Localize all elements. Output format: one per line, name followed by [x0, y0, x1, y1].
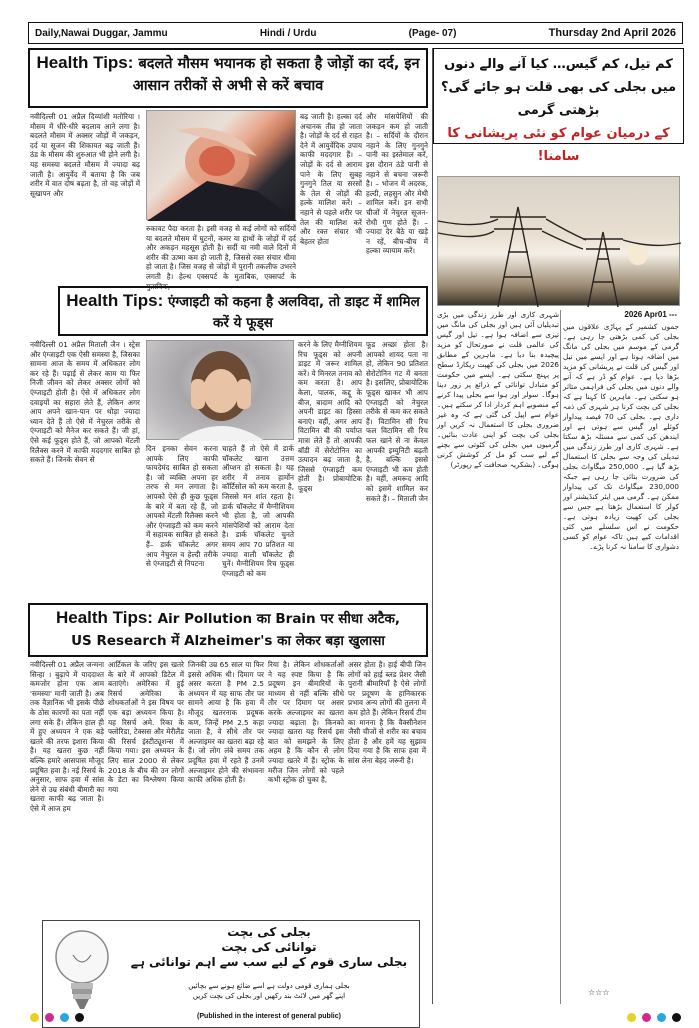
urdu-section: [432, 48, 683, 1004]
magenta-swatch: [642, 1013, 651, 1022]
urdu-column-rule: [560, 310, 561, 1004]
registration-marks-right: [625, 1013, 683, 1022]
article2-col1: नवीदिल्ली 01 अप्रैल मिताली जैन । स्ट्रेस और एंग्जाइटी एक ऐसी समस्या है, जिसका सामना आज के समय में अधिकतर लोग कर रहे हैं। पढ़ाई से लेकर काम या फिर निजी जीवन को लेकर अक्सर लोगों को एंग्जाइटी होती है। ऐसे में अधिकतर लोग दवाइयों का सहारा लेते हैं, लेकिन अगर आप अपने खान-पान पर थोड़ा ज्यादा ध्यान देते हैं तो ऐसे में नेचुरल तरीके से एंग्जाइटी को मैनेज कर सकते हैं। जी हां, ऐसे कई फूड्स होते हैं, जो आपको मेंटली रिलैक्स करने में काफी मददगार साबित हो सकते हैं। जिनके सेवन से: [30, 340, 140, 465]
urdu-headline-line2: میں بجلی کی بھی قلت ہو جائے گی؟ بڑھتی گرمی: [440, 80, 677, 118]
cyan-swatch: [60, 1013, 69, 1022]
cyan-swatch: [657, 1013, 666, 1022]
article1-headline[interactable]: [28, 48, 428, 108]
article1-col4: और मांसपेशियों की जकड़न कम हो जाती है। – सर्दियों के दौरान नहाने के लिए गुनगुने पानी का इस्तेमाल करें, इस दौरान ठंडे पानी से नहाने से बचना जरूरी है। – भोजन में अदरक, हल्दी, लहसुन और मेथी शामिल करें। इन सभी चीजों में नेचुरल सूजन-रोधी गुण होते हैं। – ज्यादा देर बैठे या खड़े न रहें, बीच-बीच में हल्का व्यायाम करें।: [366, 112, 428, 256]
article3-tag: Health Tips:: [55, 608, 153, 627]
ad-line2: توانائی کی بچت: [221, 940, 317, 954]
urdu-stars: ☆☆☆: [588, 988, 610, 997]
paper-name: Daily,Nawai Duggar, Jammu: [35, 27, 168, 39]
urdu-col-right: جموں کشمیر کے پہاڑی علاقوں میں بجلی کی کمی بڑھتی جا رہی ہے۔ گرمی کے موسم میں بجلی کی مانگ میں اضافہ ہوتا ہے اور ایسے میں تیل اور گیس کی قلت نے پریشانی کو مزید بڑھا دیا ہے۔ عوام کو ڈر ہے کہ آنے والے دنوں میں بجلی کی فراہمی متاثر ہو سکتی ہے۔ ماہرین کا کہنا ہے کہ بجلی کی بچت کرنا ہر شہری کی ذمہ داری ہے۔ بجلی کی 70 فیصد پیداوار کوئلے اور گیس سے ہوتی ہے اور ایندھن کی کمی سے مسئلہ بڑھ سکتا ہے۔ شہری کاری اور طرز زندگی میں تبدیلی کی وجہ سے بجلی کا استعمال بڑھ گیا ہے۔ 250,000 میگاواٹ بجلی کی ضرورت بتائی جا رہی ہے جبکہ 230,000 میگاواٹ تک کی پیداوار ممکن ہے۔ گرمی میں ایئر کنڈیشنر اور کولر کا استعمال بڑھتا ہے جس سے بجلی کی کھپت زیادہ ہوتی ہے۔ حکومت نے اس سلسلے میں کئی اقدامات کیے ہیں تاکہ عوام کو کسی دشواری کا سامنا نہ کرنا پڑے۔: [563, 322, 680, 551]
article2-col4: करने के लिए मैग्नीशियम रिच फूड्स को अपनी डाइट में जरूर शामिल करें। ये मिनरल तनाव को कम करता है। आप केला, पालक, कद्दू के बीज, बादाम आदि को अपनी डाइट का हिस्सा बनाएं। वहीं, अगर आप विटामिन बी की पर्याप्त मात्रा लेते हैं तो आपकी बॉडी में सेरोटोनिन का उत्पादन बढ़ जाता है, जिससे एंग्जाइटी कम होती है। प्रोबायोटिक फूड्स: [298, 340, 362, 493]
urdu-headline-line3: کے درمیان عوام کو نئی پریشانی کا سامنا!: [447, 126, 670, 164]
article3-col3: जिनकी उम्र 65 साल या फिर इससे अधिक थी। दिमाग पर असर करता है PM 2.5 अध्ययन में यह साफ तौर पर सामने आया है कि हवा में मौजूद खतरनाक प्रदूषक कण, जिन्हें PM 2.5 कहा जाता है, वे सीधे तौर पर अल्जाइमर का खतरा बढ़ा रहे हैं। जो लोग लंबे समय तक प्रदूषित हवा में रहते हैं उनमें अल्जाइमर होने की संभावना काफी अधिक होती है।: [188, 660, 264, 785]
lightbulb-icon: [47, 925, 117, 1023]
article2-col5: फूड अच्छा होता है। आपको शायद पता ना हो, लेकिन 90 प्रतिशत सेरोटोनिन गट में बनता है। इसलिए, प्रोबायोटिक फूड्स खाकर भी आप एंग्जाइटी को नेचुरल तरीके से कम कर सकते हैं। विटामिन सी रिच फल विटामिन सी रिच फल खाने से ना केवल आपकी इम्युनिटी बढ़ती है, बल्कि इससे एंग्जाइटी भी कम होती है। वहीं, अमरूद आदि को इसमें शामिल कर सकते हैं। – मिताली जैन: [366, 340, 428, 503]
article1-col2: [146, 224, 296, 291]
ad-heading: [123, 925, 415, 970]
newspaper-page: [28, 22, 683, 1020]
ad-line4: بجلی ہماری قومی دولت ہے اسے ضائع ہونے سے بچائیں: [188, 982, 350, 990]
anxious-woman-photo: [146, 340, 294, 440]
knee-pain-illustration: [147, 111, 297, 221]
article3-col2: आर्टिकल के जरिए इस खतरे के बारे में आपको डिटेल में बताएंगे। अमेरिका में हुई रिसर्च अमेरिका के शोधकर्ताओं ने इस विषय पर एक बड़ा अध्ययन किया है। यह रिसर्च अमे. रिका के फ्लोरिडा, टेक्सस और मेरीलैंड की रिसर्च इंस्टीट्यूशन्स में किया गया। इस अध्ययन के लिए साल 2000 से लेकर 2018 के बीच की उन लोगों के डेटा का विश्लेषण किया गया: [108, 660, 184, 794]
black-swatch: [672, 1013, 681, 1022]
article1-col2b: सर्दी या नमी वाले दिनों में शरीर की ऊष्मा कम हो जाती है, जिससे रक्त संचार धीमा हो जाता है। जिस वजह से जोड़ों में पुरानी तकलीफ उभरने लगती है। हेल्थ एक्सपर्ट के मुताबिक, एक्सपर्ट के मुताबिक,: [146, 243, 296, 291]
article2-title: एंग्जाइटी को कहना है अलविदा, तो डाइट में शामिल करें ये फूड्स: [167, 294, 420, 331]
article2-headline[interactable]: [58, 286, 428, 336]
article3-headline[interactable]: [28, 603, 428, 657]
article2-col2: दिन इनका सेवन करना आपके लिए काफी फायदेमंद साबित हो सकता है। जो व्यक्ति अपना हर तरफ से मन लगाता है। आपको ऐसे ही कुछ फूड्स के बारे में बता रहे हैं, जो आपको मेंटली रिलैक्स करने और एंग्जाइटी को कम करने में सहायक साबित हो सकते हैं– डार्क चॉकलेट अगर आप नेचुरल व हेल्दी तरीके से एंग्जाइटी से निपटना: [146, 444, 218, 569]
article2-tag: Health Tips:: [66, 291, 164, 310]
article1-title: बदलते मौसम भयानक हो सकता है जोड़ों का दर्द, इन आसान तरीकों से अभी से करें बचाव: [132, 56, 420, 94]
urdu-col-left: شہری کاری اور طرز زندگی میں بڑی تبدیلیاں آئی ہیں اور بجلی کی مانگ میں تیزی سے اضافہ ہوا ہے۔ تیل اور گیس کی عالمی قلت نے صورتحال کو مزید پیچیدہ بنا دیا ہے۔ ماہرین کے مطابق 2026 میں بجلی کی کھپت ریکارڈ سطح پر پہنچ سکتی ہے۔ ایسے میں حکومت کو متبادل توانائی کے ذرائع پر زور دینا ہوگا۔ سولر اور ہوا سے بجلی پیدا کرنے کے منصوبے اہم کردار ادا کر سکتے ہیں۔ عوام سے اپیل کی گئی ہے کہ وہ غیر ضروری بجلی کا استعمال نہ کریں اور بجلی کی بچت کو اپنی عادت بنائیں۔ گرمیوں میں بجلی کی کٹوتی سے بچنے کے لیے سب کو مل کر کوشش کرنی ہوگی۔ (بشکریہ صحافت کے رپورٹر): [437, 310, 559, 469]
yellow-swatch: [627, 1013, 636, 1022]
article1-tag: Health Tips:: [36, 53, 134, 72]
print-registration-marks: [28, 1010, 683, 1024]
issue-date: Thursday 2nd April 2026: [548, 27, 676, 39]
article3-col5: असर होता है। हाई बीपी जिन लोगों को हाई ब्लड प्रेशर जैसी पुरानी बीमारियाँ है ऐसे लोगों पर प्रदूषण के हानिकारक प्रभाव अन्य लोगों की तुलना में कम होते हैं। लेकिन रिसर्च टीम का मानना है कि वैक्सीनेशन जैसी चीजों से शरीर का बचाव होता है और हमें यह सुझाव दिया गया है कि साफ हवा में सांस लेना बेहद जरूरी है।: [348, 660, 426, 765]
ad-credit: (Published in the interest of general public): [197, 1013, 341, 1020]
article1-col1: नवीदिल्ली 01 अप्रैल दिव्यांशी मतोरिया । मौसम में धीरे-धीरे बदलाव आने लगा है। बदलते मौसम में अक्सर जोड़ों में जकड़न, दर्द या सूजन की शिकायत बढ़ जाती हैं। ठंड के मौसम की शुरुआत भी होने लगी है। यह समस्या बदलते मौसम में ज्यादा बढ़ जाती है। आयुर्वेद में बताया है कि जब शरीर में वात दोष बढ़ता है, तो वह जोड़ों में सूखापन और: [30, 112, 140, 198]
article1-col2a: रुकावट पैदा करता है। इसी वजह से कई लोगों को सर्दियों या बदलते मौसम में घुटनों, कमर या हाथों के जोड़ों में दर्द और अकड़न महसूस होती है।: [146, 224, 296, 253]
ad-body: [123, 981, 415, 1001]
article1-col3: बढ़ जाती है। हल्का दर्द अचानक तीव्र हो जाता है। जोड़ों के दर्द से राहत देने में आयुर्वेदिक उपाय काफी मददगार हैं। – जोड़ों के दर्द से आराम पाने के लिए सुबह गुनगुने तिल या सरसों के तेल से जोड़ों की हल्के मालिश करें। – नहाने से पहले शरीर पर तेल की मालिश करें और रक्त संचार भी बेहतर होता: [300, 112, 362, 246]
yellow-swatch: [30, 1013, 39, 1022]
article3-title-line2: US Research में Alzheimer's का लेकर बड़ा खुलासा: [71, 633, 385, 649]
anxiety-illustration: [147, 341, 295, 441]
article3-col4: रिया है। लेकिन शोधकर्ताओं ने यह स्पष्ट किया है कि प्रदूषण इन बीमारियों के माध्यम से नहीं बल्कि सीधे तौर पर दिमाग पर असर करके अल्जाइमर का खतरा ज्यादा बढ़ाता है। किनको ज्यादा खतरा यह रिसर्च इस बात को समझने के लिए अहम है कि कौन से लोग ज्यादा खतरे में हैं। स्ट्रोक के मरीज जिन लोगों को पहले कभी स्ट्रोक हो चुका है,: [268, 660, 344, 785]
transmission-tower-illustration: [438, 177, 681, 307]
article3-col1: नवीदिल्ली 01 अप्रैल जन्मना सिन्हा । बुढ़ापे में याददाश्त कमजोर होना एक आम 'समस्या' मानी जाती है। अब तक वैज्ञानिक भी इसके पीछे के ठोस कारणों का पता नहीं लगा सके हैं। लेकिन हाल ही में हुए अध्ययन ने एक बड़े खतरे की तरफ इशारा किया है। यह खतरा कुछ नहीं बल्कि हमारे आसपास मौजूद प्रदूषित हवा है। नई रिसर्च के अनुसार, साफ हवा में सांस लेने से उम्र संबंधी बीमारी का खतरा काफी बढ़ जाता है। ऐसे में आज हम: [30, 660, 104, 813]
registration-marks-left: [28, 1013, 86, 1022]
ad-line3: بجلی ساری قوم کے لیے سب سے اہم توانائی ہے: [130, 955, 408, 969]
power-tower-photo: [437, 176, 680, 306]
language-label: Hindi / Urdu: [259, 27, 317, 39]
article2-col3: चाहते हैं तो ऐसे में डार्क चॉकलेट खाना उत्तम ऑप्शन हो सकता है। यह शरीर में तनाव हार्मोन कॉर्टिसोल को कम करता है, जिससे मन शांत रहता है। डार्क चॉकलेट में मैग्नीशियम भी होता है, जो आपकी मांसपेशियों को आराम देता है। डार्क चॉकलेट चुनते समय आप 70 प्रतिशत या ज्यादा वाली चॉकलेट ही चुनें। मैग्नीशियम रिच फूड्स एंग्जाइटी को कम: [222, 444, 294, 578]
knee-pain-photo: [146, 110, 296, 220]
ad-line1: بجلی کی بچت: [227, 925, 311, 939]
page-number: (Page- 07): [408, 27, 457, 39]
black-swatch: [75, 1013, 84, 1022]
urdu-headline[interactable]: [433, 48, 684, 164]
article3-title-line1: Air Pollution का Brain पर सीधा अटैक,: [157, 611, 400, 627]
urdu-dateline: 2026 Apr01 ---: [624, 310, 677, 319]
ad-line5: اپنے گھر میں لائٹ بند رکھیں اور بجلی کی بچت کریں: [192, 992, 346, 1000]
masthead: [28, 22, 683, 44]
magenta-swatch: [45, 1013, 54, 1022]
urdu-headline-line1: کم تیل، کم گیس… کیا آنے والے دنوں: [444, 57, 673, 72]
